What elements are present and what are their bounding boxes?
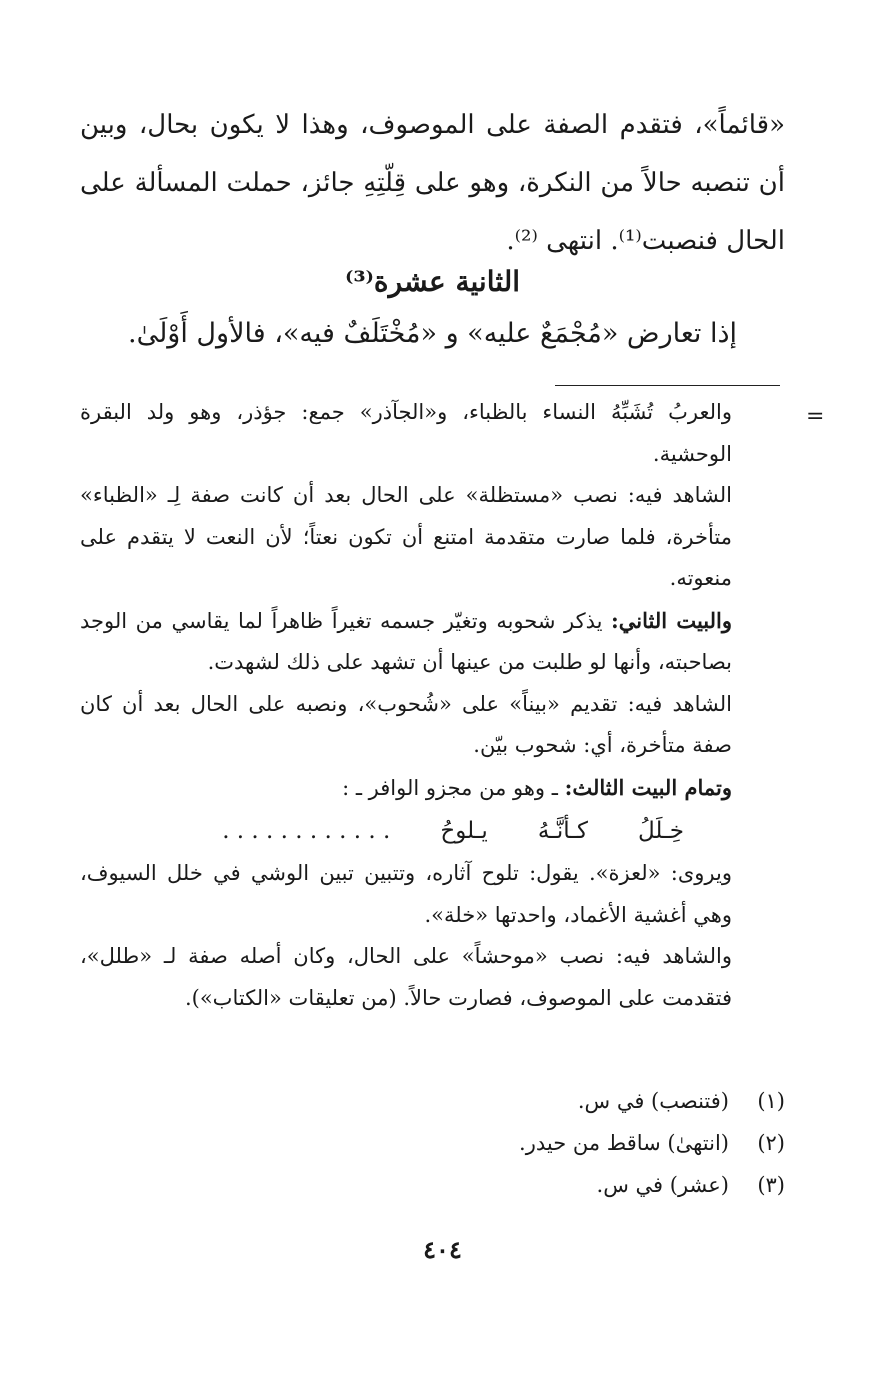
rule-statement: إذا تعارض «مُجْمَعٌ عليه» و «مُخْتَلَفٌ فيه»، فالأول أَوْلَىٰ. xyxy=(127,318,737,349)
note-label-second-verse: والبيت الثاني: xyxy=(611,607,732,633)
note-paragraph-6: ويروى: «لعزة». يقول: تلوح آثاره، وتتبين تبين الوشي في خلل السيوف، وهي أغشية الأغماد، واحدتها «خلة». xyxy=(80,861,732,927)
section-heading: الثانية عشرة⁽³⁾ xyxy=(344,265,521,298)
note-paragraph-5 xyxy=(80,767,732,810)
note-paragraph-3 xyxy=(80,600,732,684)
footnote-number: (١) xyxy=(757,1089,785,1113)
verse-word-1: خِـلَلُ xyxy=(638,818,684,844)
verse-dots: . . . . . . . . . . . . xyxy=(222,818,391,844)
footnote-separator xyxy=(555,385,780,386)
note-text-second-verse: يذكر شحوبه وتغيّر جسمه تغيراً ظاهراً لما يقاسي من الوجد بصاحبته، وأنها لو طلبت من عينها أن تشهد على ذلك لشهدت. xyxy=(80,608,732,674)
footnote-text: (عشر) في س. xyxy=(596,1173,729,1197)
note-text-third-verse: ـ وهو من مجزو الوافر ـ : xyxy=(342,775,565,800)
note-paragraph-2: الشاهد فيه: نصب «مستظلة» على الحال بعد أن كانت صفة لِـ «الظباء» متأخرة، فلما صارت متقدمة امتنع أن تكون نعتاً؛ لأن النعت لا يتقدم على منعوته. xyxy=(80,483,732,590)
footnote-text: (فتنصب) في س. xyxy=(577,1089,729,1113)
note-label-third-verse: وتمام البيت الثالث: xyxy=(564,774,732,800)
footnotes xyxy=(80,1080,785,1206)
footnote-3 xyxy=(80,1164,785,1206)
footnote-1 xyxy=(80,1080,785,1122)
verse-word-2: كـأنَّـهُ xyxy=(537,818,588,844)
note-paragraph-7: والشاهد فيه: نصب «موحشاً» على الحال، وكان أصله صفة لـ «طلل»، فتقدمت على الموصوف، فصارت حالاً. (من تعليقات «الكتاب»). xyxy=(80,944,732,1010)
continuation-mark: = xyxy=(806,404,825,429)
footnote-text: (انتهىٰ) ساقط من حيدر. xyxy=(519,1131,729,1155)
note-paragraph-4: الشاهد فيه: تقديم «بيناً» على «شُحوب»، ونصبه على الحال بعد أن كان صفة متأخرة، أي: شحوب بيّن. xyxy=(80,691,732,757)
verse-line xyxy=(80,809,732,853)
page-number: ٤٠٤ xyxy=(423,1235,462,1264)
main-paragraph: «قائماً»، فتقدم الصفة على الموصوف، وهذا لا يكون بحال، وبين أن تنصبه حالاً من النكرة، وهو على قِلّتِهِ جائز، حملت المسألة على الحال فنصبت⁽¹⁾. انتهى ⁽²⁾. xyxy=(80,110,785,256)
footnote-number: (٣) xyxy=(757,1173,785,1197)
verse-word-3: يـلوحُ xyxy=(440,818,488,844)
footnote-2 xyxy=(80,1122,785,1164)
footnote-number: (٢) xyxy=(757,1131,785,1155)
commentary-notes xyxy=(80,392,732,1019)
note-paragraph-1: والعربُ تُشَبِّهُ النساء بالظباء، و«الجآذر» جمع: جؤذر، وهو ولد البقرة الوحشية. xyxy=(80,400,732,466)
